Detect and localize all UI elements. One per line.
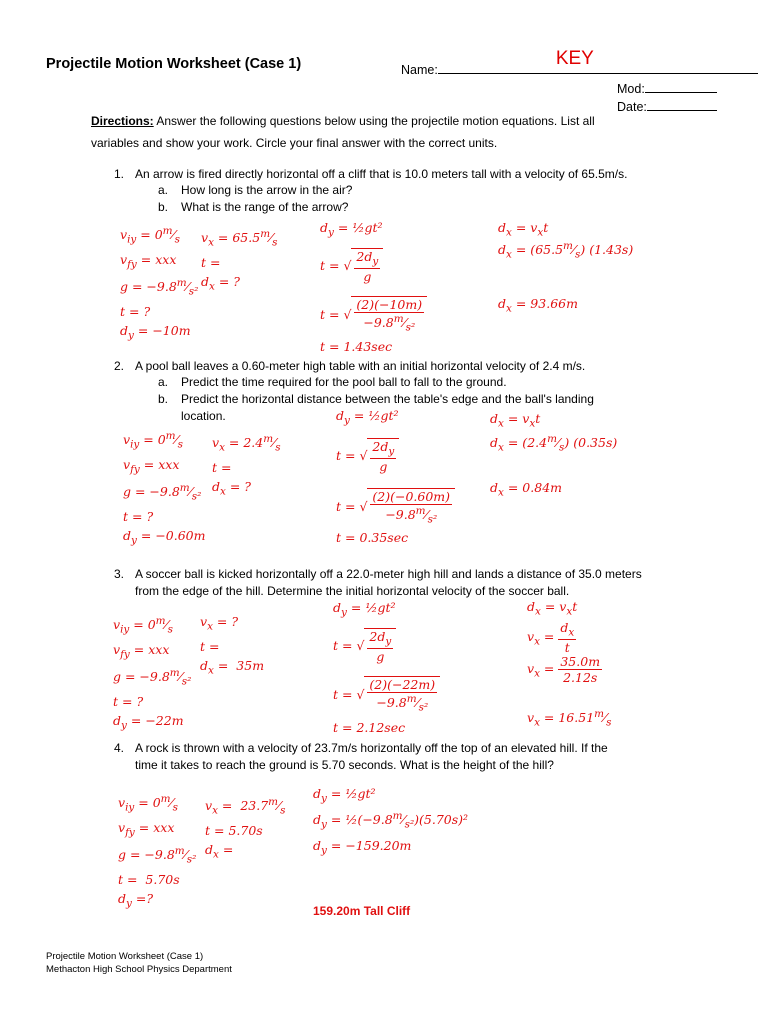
- problem-1-eq3: t = √ $\frac{(2)(-10m)}{-9.8^m⁄_{s^2}}$: [320, 296, 427, 334]
- directions-line1: Answer the following questions below using the projectile motion equations. List all: [156, 114, 595, 128]
- date-label: Date:: [617, 100, 647, 114]
- problem-4-eq2: $d_y$ = $\frac{1}{2}(-9.8^m⁄_{s^2})(5.70s)^2$: [313, 810, 469, 831]
- problem-4-vars-left: $v_{iy}$ = $0^m⁄_s$ $v_{fy}$ = xxx $g = -9.8^m⁄_{s^2}$ t = 5.70s $d_y$ =?: [118, 793, 197, 910]
- directions-label: Directions:: [91, 114, 154, 128]
- problem-3-eq3: t = √ $\frac{(2)(-22m)}{-9.8^m⁄_{s^2}}$: [333, 676, 440, 714]
- problem-4-answer-dy: $d_y = -159.20m$: [313, 838, 412, 857]
- problem-3-eq2: t = √ $\frac{2d_y}{g}$: [333, 628, 396, 664]
- mod-label: Mod:: [617, 82, 645, 96]
- problem-2-vars-left: $v_{iy}$ = $0^m⁄_s$ $v_{fy}$ = xxx $g = -9.8^m⁄_{s^2}$ t = ? $d_y = -0.60m$: [123, 430, 206, 547]
- problem-1-eq5: $d_x$ = $(65.5^m⁄_s)$ (1.43s): [498, 240, 634, 261]
- problem-1-vars-right: $v_x$ = $65.5^m⁄_s$ t = $d_x$ = ?: [201, 228, 278, 293]
- date-field: [617, 97, 717, 114]
- problem-2-eq1: $d_y$ = ½gt²: [336, 408, 399, 427]
- problem-1-number: 1.: [114, 167, 125, 181]
- problem-2-b: Predict the horizontal distance between the table's edge and the ball's landing: [181, 392, 594, 406]
- footer-line2: Methacton High School Physics Department: [46, 964, 232, 975]
- name-blank: [438, 48, 758, 74]
- name-field: [401, 48, 758, 77]
- problem-2-answer-dx: $d_x = 0.84m$: [490, 480, 562, 499]
- problem-3-eq4: $d_x = v_xt$: [527, 599, 578, 618]
- problem-1-eq4: $d_x = v_xt$: [498, 220, 549, 239]
- problem-2-eq4: $d_x = v_xt$: [490, 411, 541, 430]
- problem-1-b: What is the range of the arrow?: [181, 200, 349, 214]
- problem-4-number: 4.: [114, 741, 125, 755]
- problem-1-eq1: $d_y$ = ½gt²: [320, 220, 383, 239]
- problem-2-number: 2.: [114, 359, 125, 373]
- key-label: KEY: [555, 48, 594, 69]
- problem-2-eq3: t = √ $\frac{(2)(-0.60m)}{-9.8^m⁄_{s^2}}$: [336, 488, 455, 526]
- problem-3-text: A soccer ball is kicked horizontally off a 22.0-meter high hill and lands a distance of 35.0 meters: [135, 567, 642, 581]
- problem-1-vars-left: $v_{iy}$ = $0^m⁄_s$ $v_{fy}$ = xxx $g = -9.8^m⁄_{s^2}$ t = ? $d_y = -10m$: [120, 225, 199, 342]
- problem-2-vars-right: $v_x$ = $2.4^m⁄_s$ t = $d_x$ = ?: [212, 433, 281, 498]
- footer-line1: Projectile Motion Worksheet (Case 1): [46, 951, 204, 962]
- problem-2-a: Predict the time required for the pool ball to fall to the ground.: [181, 375, 507, 389]
- directions-line2: variables and show your work. Circle your final answer with the correct units.: [91, 136, 498, 150]
- problem-3-eq6: $v_x$ = $\frac{35.0m}{2.12s}$: [527, 654, 601, 685]
- problem-3-number: 3.: [114, 567, 125, 581]
- problem-2-answer-t: t = 0.35sec: [336, 530, 409, 545]
- problem-3-text2: from the edge of the hill. Determine the initial horizontal velocity of the soccer ball.: [135, 584, 570, 598]
- problem-4-vars-right: $v_x$ = $23.7^m⁄_s$ t = 5.70s $d_x$ =: [205, 796, 286, 861]
- problem-2-b2: location.: [181, 409, 226, 423]
- page-title: Projectile Motion Worksheet (Case 1): [46, 56, 302, 72]
- directions: [91, 113, 595, 131]
- problem-3-answer-vx: $v_x$ = $16.51^m⁄_s$: [527, 708, 612, 729]
- problem-4-text2: time it takes to reach the ground is 5.70 seconds. What is the height of the hill?: [135, 758, 554, 772]
- problem-2-eq5: $d_x$ = $(2.4^m⁄_s)$ (0.35s): [490, 433, 618, 454]
- problem-3-eq5: $v_x$ = $\frac{d_x}{t}$: [527, 620, 575, 655]
- problem-1-text: An arrow is fired directly horizontal off a cliff that is 10.0 meters tall with a velocity of 65.5m/s.: [135, 167, 628, 181]
- problem-2-text: A pool ball leaves a 0.60-meter high table with an initial horizontal velocity of 2.4 m/s.: [135, 359, 586, 373]
- name-label: Name:: [401, 63, 438, 77]
- problem-1-answer-t: t = 1.43sec: [320, 339, 393, 354]
- problem-4-eq1: $d_y$ = ½gt²: [313, 786, 376, 805]
- problem-4-final-answer: 159.20m Tall Cliff: [313, 904, 411, 918]
- problem-3-eq1: $d_y$ = ½gt²: [333, 600, 396, 619]
- problem-3-vars-left: $v_{iy}$ = $0^m⁄_s$ $v_{fy}$ = xxx $g = -9.8^m⁄_{s^2}$ t = ? $d_y = -22m$: [113, 615, 192, 732]
- mod-field: [617, 79, 717, 96]
- problem-1-eq2: t = √ $\frac{2d_y}{g}$: [320, 248, 383, 284]
- problem-1-answer-dx: $d_x = 93.66m$: [498, 296, 578, 315]
- problem-2-eq2: t = √ $\frac{2d_y}{g}$: [336, 438, 399, 474]
- problem-3-vars-right: $v_x$ = ? t = $d_x = 35m$: [200, 614, 265, 676]
- problem-3-answer-t: t = 2.12sec: [333, 720, 406, 735]
- problem-4-text: A rock is thrown with a velocity of 23.7m/s horizontally off the top of an elevated hill. If the: [135, 741, 608, 755]
- problem-1-a: How long is the arrow in the air?: [181, 183, 353, 197]
